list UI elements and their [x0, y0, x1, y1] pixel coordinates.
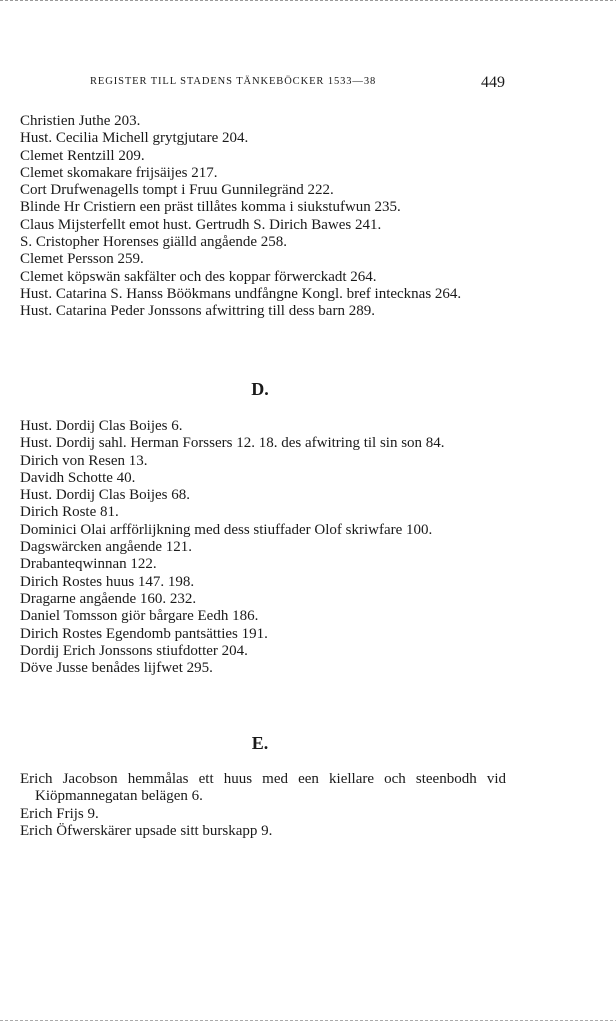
index-entry: Blinde Hr Cristiern een präst tillåtes komma i siukstufwun 235. [20, 199, 401, 216]
index-entry: Dominici Olai arfförlijkning med dess stiuffader Olof skriwfare 100. [20, 521, 433, 538]
index-entry: Erich Jacobson hemmålas ett huus med een kiellare och steenbodh vid Kiöpmannegatan belägen 6. [20, 771, 506, 805]
section-d-heading: D. [251, 379, 269, 399]
index-entry: Drabanteqwinnan 122. [20, 556, 157, 573]
index-entry: Dirich Rostes huus 147. 198. [20, 573, 195, 590]
index-entry: Dagswärcken angående 121. [20, 539, 193, 556]
index-entry: Dirich Roste 81. [20, 504, 119, 521]
index-entry: Hust. Dordij sahl. Herman Forssers 12. 18. des afwitring til sin son 84. [20, 435, 445, 452]
index-entry: Dirich Rostes Egendomb pantsätties 191. [20, 625, 268, 642]
index-entry: Daniel Tomsson giör bårgare Eedh 186. [20, 608, 259, 625]
index-entry: Christien Juthe 203. [20, 113, 141, 129]
index-entry: Erich Frijs 9. [20, 805, 99, 822]
index-entry: Clemet köpswän sakfälter och des koppar förwerckadt 264. [20, 268, 377, 285]
index-entry: Davidh Schotte 40. [20, 469, 136, 486]
index-entry: Dordij Erich Jonssons stiufdotter 204. [20, 642, 248, 659]
index-entry: Erich Öfwerskärer upsade sitt burskapp 9. [20, 822, 273, 839]
page-number: 449 [481, 74, 505, 91]
top-rule [0, 0, 616, 1]
index-entry: Hust. Dordij Clas Boijes 68. [20, 487, 191, 504]
section-e-list [20, 771, 506, 840]
index-entry: Hust. Dordij Clas Boijes 6. [20, 418, 183, 434]
index-entry: Dirich von Resen 13. [20, 452, 148, 469]
index-entry: Clemet Persson 259. [20, 251, 144, 268]
index-entry: S. Cristopher Horenses giälld angående 258. [20, 234, 288, 251]
index-entry: Clemet Rentzill 209. [20, 147, 145, 164]
bottom-rule [0, 1020, 616, 1021]
index-entry: Döve Jusse benådes lijfwet 295. [20, 660, 213, 677]
section-e-heading: E. [251, 733, 269, 753]
section-c-list [20, 113, 506, 321]
index-entry: Hust. Catarina S. Hanss Böökmans undfångne Kongl. bref intecknas 264. [20, 285, 462, 302]
index-entry: Dragarne angående 160. 232. [20, 590, 197, 607]
running-head: REGISTER TILL STADENS TÄNKEBÖCKER 1533—38 [90, 76, 377, 87]
index-entry: Hust. Cecilia Michell grytgjutare 204. [20, 130, 249, 147]
index-entry: Cort Drufwenagells tompt i Fruu Gunnilegränd 222. [20, 182, 334, 199]
index-entry: Hust. Catarina Peder Jonssons afwittring till dess barn 289. [20, 303, 375, 320]
index-entry: Clemet skomakare frijsäijes 217. [20, 164, 218, 181]
index-entry: Claus Mijsterfellt emot hust. Gertrudh S. Dirich Bawes 241. [20, 216, 382, 233]
section-d-list [20, 418, 506, 677]
